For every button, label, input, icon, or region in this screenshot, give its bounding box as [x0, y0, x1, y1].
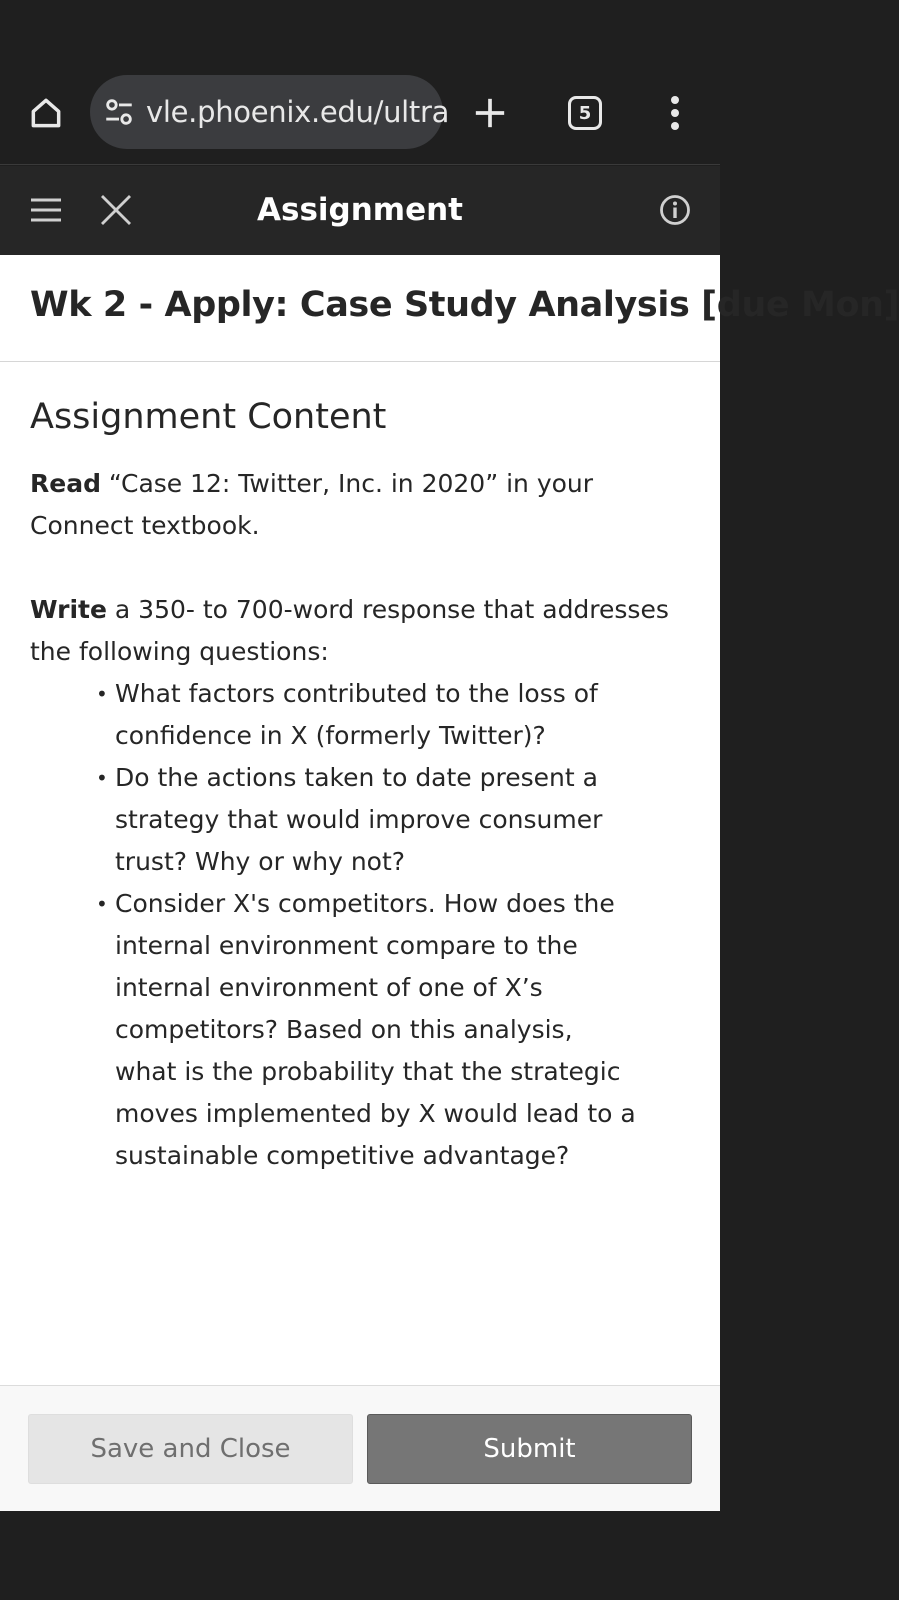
- list-item: • What factors contributed to the loss of confidence in X (formerly Twitter)?: [96, 673, 636, 757]
- browser-menu-button[interactable]: [651, 89, 699, 137]
- url-text[interactable]: vle.phoenix.edu/ultra: [146, 95, 450, 129]
- home-button[interactable]: [22, 89, 70, 137]
- list-item: • Do the actions taken to date present a strategy that would improve consumer trust? Why or why not?: [96, 757, 636, 883]
- tune-icon[interactable]: [102, 95, 136, 129]
- info-icon: [659, 194, 691, 226]
- title-divider: [0, 361, 720, 362]
- menu-button[interactable]: [22, 186, 70, 234]
- plus-icon: [473, 96, 507, 130]
- section-heading: Assignment Content: [30, 397, 387, 437]
- browser-toolbar: [0, 72, 720, 165]
- new-tab-button[interactable]: [466, 89, 514, 137]
- app-header: [0, 166, 720, 255]
- page-title: Wk 2 - Apply: Case Study Analysis [due Mon]: [30, 285, 899, 325]
- read-label: Read: [30, 469, 101, 498]
- read-paragraph: [30, 463, 690, 547]
- navigation-bar: [0, 1511, 720, 1600]
- question-list: [96, 673, 636, 1177]
- write-paragraph: [30, 589, 690, 673]
- tab-switcher-button[interactable]: [561, 89, 609, 137]
- more-vert-icon: [669, 95, 681, 131]
- write-label: Write: [30, 595, 107, 624]
- submit-button[interactable]: Submit: [367, 1414, 692, 1484]
- status-bar: [0, 0, 720, 72]
- close-button[interactable]: [92, 186, 140, 234]
- hamburger-icon: [30, 197, 62, 223]
- header-title: Assignment: [257, 192, 463, 228]
- tab-count-icon: 5: [568, 96, 602, 130]
- address-bar[interactable]: [90, 75, 450, 149]
- assignment-instructions: [30, 463, 690, 1177]
- close-icon: [100, 194, 132, 226]
- assignment-content-panel: [0, 255, 899, 1385]
- info-button[interactable]: [651, 186, 699, 234]
- save-and-close-button[interactable]: Save and Close: [28, 1414, 353, 1484]
- write-text: a 350- to 700-word response that addresses the following questions:: [30, 595, 669, 666]
- list-item: • Consider X's competitors. How does the internal environment compare to the internal environment of one of X’s competitors? Based on this analysis, what is the probability that the strategic moves implemented by X would lead to a sustainable competitive advantage?: [96, 883, 636, 1177]
- read-text: “Case 12: Twitter, Inc. in 2020” in your Connect textbook.: [30, 469, 594, 540]
- action-footer: [0, 1385, 720, 1511]
- home-icon: [27, 94, 65, 132]
